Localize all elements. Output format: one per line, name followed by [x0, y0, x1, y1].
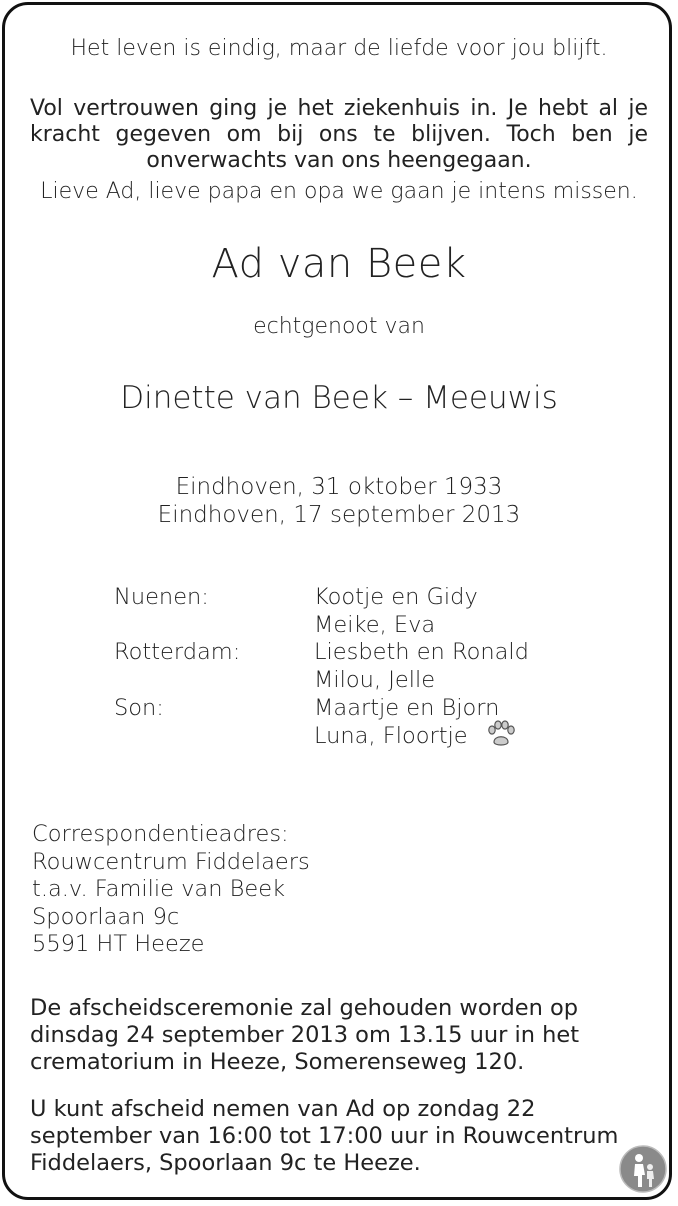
family-names: Maartje en Bjorn — [314, 695, 500, 721]
farewell-paragraph: U kunt afscheid nemen van Ad op zondag 22 september van 16:00 tot 17:00 uur in Rouwcentrum Fiddelaers, Spoorlaan 9c te Heeze. — [30, 1096, 619, 1176]
death-line: Eindhoven, 17 september 2013 — [157, 502, 521, 528]
birth-line: Eindhoven, 31 oktober 1933 — [175, 474, 503, 500]
address-line: 5591 HT Heeze — [32, 931, 205, 957]
intro-paragraph: Vol vertrouwen ging je het ziekenhuis in. Je hebt al je kracht gegeven om bij ons te blijven. Toch ben je onverwachts van ons heengegaan. — [30, 96, 648, 173]
family-names: Milou, Jelle — [314, 667, 436, 693]
family-place: Nuenen: — [114, 584, 209, 610]
family-names: Luna, Floortje — [314, 723, 468, 749]
ceremony-paragraph: De afscheidsceremonie zal gehouden worden op dinsdag 24 september 2013 om 13.15 uur in het crematorium in Heeze, Somerenseweg 120. — [30, 995, 580, 1075]
family-place: Rotterdam: — [114, 639, 241, 665]
correspondence-label: Correspondentieadres: — [32, 821, 289, 847]
opening-quote: Het leven is eindig, maar de liefde voor jou blijft. — [70, 36, 608, 61]
paw-print-icon — [486, 720, 516, 748]
family-names: Meike, Eva — [314, 612, 436, 638]
family-names: Liesbeth en Ronald — [314, 639, 529, 665]
address-line: t.a.v. Familie van Beek — [32, 876, 286, 902]
address-line: Rouwcentrum Fiddelaers — [32, 849, 310, 875]
family-place: Son: — [114, 695, 164, 721]
intro-last-line: Lieve Ad, lieve papa en opa we gaan je intens missen. — [40, 179, 638, 204]
relation-label: echtgenoot van — [253, 314, 425, 339]
family-names: Kootje en Gidy — [314, 584, 478, 610]
address-line: Spoorlaan 9c — [32, 904, 180, 930]
deceased-name: Ad van Beek — [211, 241, 467, 287]
publisher-logo-icon — [619, 1145, 667, 1193]
spouse-name: Dinette van Beek – Meeuwis — [120, 380, 558, 416]
